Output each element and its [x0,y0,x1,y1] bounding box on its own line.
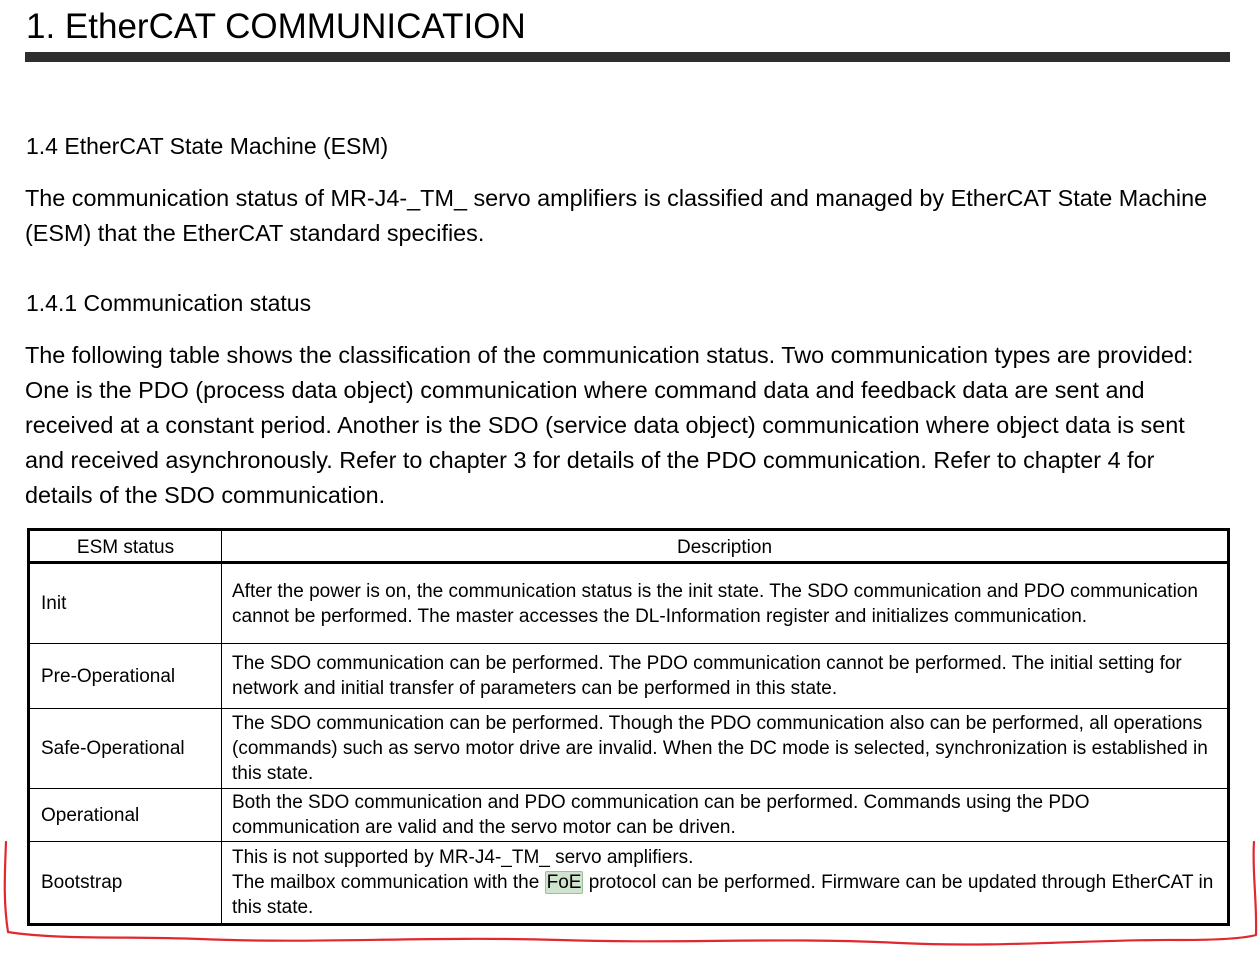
status-cell: Init [29,563,222,644]
subsection-heading: 1.4.1 Communication status [26,290,312,316]
table-row [29,563,1229,644]
table-row [29,709,1229,789]
header-esm-status: ESM status [29,530,222,563]
description-cell: After the power is on, the communication status is the init state. The SDO communication and PDO communication cannot be performed. The master accesses the DL-Information register and initializes communication. [222,563,1229,644]
section-heading: 1.4 EtherCAT State Machine (ESM) [26,133,389,159]
description-cell [222,842,1229,925]
chapter-title-rule [25,52,1230,62]
esm-status-table [27,528,1230,926]
description-cell: Both the SDO communication and PDO communication can be performed. Commands using the PDO communication are valid and the servo motor can be driven. [222,789,1229,842]
status-cell: Pre-Operational [29,644,222,709]
description-line-1: This is not supported by MR-J4-_TM_ servo amplifiers. [232,847,694,868]
section-paragraph: The communication status of MR-J4-_TM_ servo amplifiers is classified and managed by EtherCAT State Machine (ESM) that the EtherCAT standard specifies. [25,185,1208,246]
status-cell: Safe-Operational [29,709,222,789]
description-cell: The SDO communication can be performed. The PDO communication cannot be performed. The initial setting for network and initial transfer of parameters can be performed in this state. [222,644,1229,709]
table-row [29,842,1229,925]
status-cell: Operational [29,789,222,842]
description-cell: The SDO communication can be performed. Though the PDO communication also can be performed, all operations (commands) such as servo motor drive are invalid. When the DC mode is selected, synchronization is established in this state. [222,709,1229,789]
status-cell: Bootstrap [29,842,222,925]
table-header-row [29,530,1229,563]
chapter-title: 1. EtherCAT COMMUNICATION [26,7,526,46]
table-row [29,644,1229,709]
description-text-pre: The mailbox communication with the [232,872,545,893]
subsection-paragraph: The following table shows the classification of the communication status. Two communication types are provided: One is the PDO (process data object) communication where command data and feedback data are sent and received at a constant period. Another is the SDO (service data object) communication where object data is sent and received asynchronously. Refer to chapter 3 for details of the PDO communication. Refer to chapter 4 for details of the SDO communication. [25,342,1194,508]
foe-highlight: FoE [546,872,582,893]
header-description: Description [222,530,1229,563]
table-row [29,789,1229,842]
description-text-post: protocol can be performed. Firmware can be updated through EtherCAT in this state. [232,872,1214,918]
